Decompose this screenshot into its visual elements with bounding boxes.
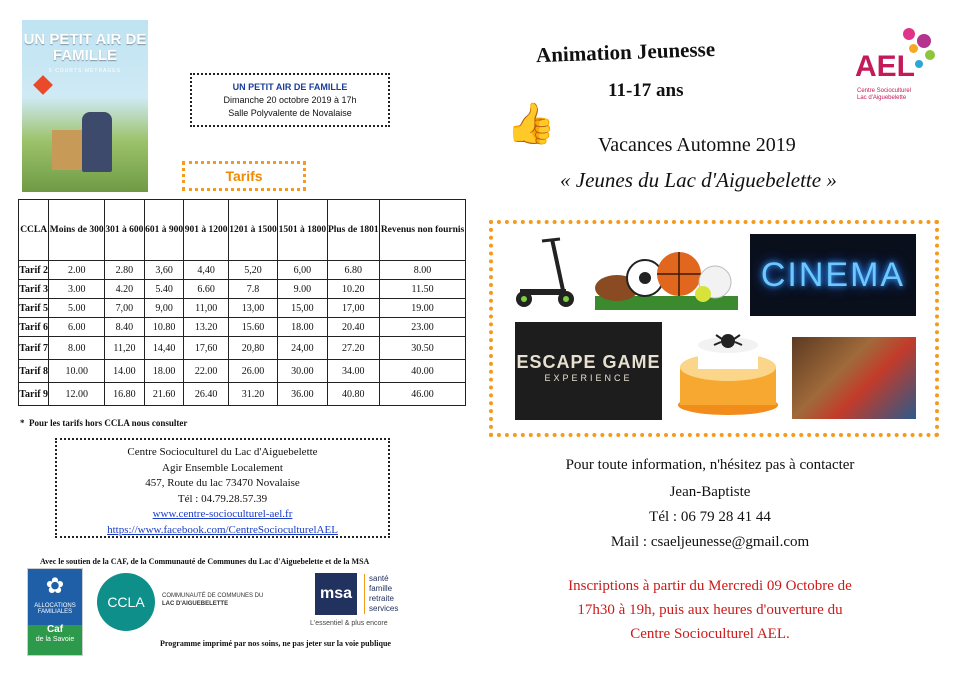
vacances-title: Vacances Automne 2019 <box>598 134 796 156</box>
tarif-price: 5.00 <box>49 299 105 318</box>
tarif-price: 30.00 <box>278 360 327 383</box>
tarif-price: 4.20 <box>105 280 145 299</box>
tarif-price: 24,00 <box>278 337 327 360</box>
hut-illustration <box>52 130 86 170</box>
tarif-price: 20.40 <box>327 318 380 337</box>
tarif-label: Tarif 5 <box>19 299 49 318</box>
ael-sub-2: Lac d'Aiguebelette <box>857 95 907 101</box>
ccla-text-1: COMMUNAUTÉ DE COMMUNES DU <box>162 593 264 599</box>
tarif-price: 17,00 <box>327 299 380 318</box>
contact-subtitle: Agir Ensemble Localement <box>162 461 283 474</box>
table-header-cell: CCLA <box>19 200 49 261</box>
tarif-price: 18.00 <box>144 360 184 383</box>
caf-region: de la Savoie <box>35 636 75 643</box>
ael-logo <box>855 28 937 101</box>
tarif-price: 2.00 <box>49 261 105 280</box>
ael-dot <box>925 50 935 60</box>
tarif-price: 18.00 <box>278 318 327 337</box>
tarif-price: 26.00 <box>228 360 277 383</box>
support-text: Avec le soutien de la CAF, de la Communauté de Communes du Lac d'Aiguebelette et de la MSA <box>40 557 370 566</box>
tarif-price: 13.20 <box>184 318 228 337</box>
tarif-price: 10.80 <box>144 318 184 337</box>
caf-logo <box>27 568 83 656</box>
tarif-price: 17,60 <box>184 337 228 360</box>
inscriptions-text <box>480 574 940 646</box>
tarif-price: 27.20 <box>327 337 380 360</box>
table-header-row <box>19 200 466 261</box>
msa-slogan: L'essentiel & plus encore <box>310 620 388 627</box>
tarif-price: 30.50 <box>380 337 466 360</box>
cinema-image: CINEMA <box>750 234 916 316</box>
tarif-price: 12.00 <box>49 383 105 406</box>
tarif-price: 23.00 <box>380 318 466 337</box>
ccla-logo: CCLA <box>97 573 155 631</box>
contact-box <box>55 438 390 538</box>
msa-line: santé <box>369 574 389 583</box>
tarif-price: 11.50 <box>380 280 466 299</box>
event-title: UN PETIT AIR DE FAMILLE <box>232 82 348 92</box>
tarif-price: 14,40 <box>144 337 184 360</box>
tarif-label: Tarif 6 <box>19 318 49 337</box>
escape-subtitle: EXPERIENCE <box>544 373 633 383</box>
tarif-price: 22.00 <box>184 360 228 383</box>
tarif-price: 8.00 <box>380 261 466 280</box>
ccla-text-2: LAC D'AIGUEBELETTE <box>162 601 229 607</box>
ccla-logo-text <box>162 592 263 608</box>
event-place: Salle Polyvalente de Novalaise <box>228 108 352 118</box>
contact-org: Centre Socioculturel du Lac d'Aiguebelette <box>127 446 318 458</box>
tarif-label: Tarif 9 <box>19 383 49 406</box>
msa-logo: msa <box>315 573 357 615</box>
table-header-cell: Revenus non fournis <box>380 200 466 261</box>
tarif-price: 11,00 <box>184 299 228 318</box>
table-header-cell: 1501 à 1800 <box>278 200 327 261</box>
caf-name: Caf <box>46 624 64 635</box>
table-row <box>19 318 466 337</box>
film-poster <box>22 20 148 192</box>
tarif-price: 16.80 <box>105 383 145 406</box>
event-box <box>190 73 390 127</box>
msa-line: famille <box>369 584 393 593</box>
poster-title: UN PETIT AIR DE FAMILLE <box>23 31 147 64</box>
tarif-price: 3,60 <box>144 261 184 280</box>
tarif-price: 40.80 <box>327 383 380 406</box>
ael-sub-1: Centre Socioculturel <box>857 88 912 94</box>
tarif-price: 6,00 <box>278 261 327 280</box>
tarif-price: 40.00 <box>380 360 466 383</box>
tarif-price: 10.00 <box>49 360 105 383</box>
tarifs-table <box>18 199 466 406</box>
event-date: Dimanche 20 octobre 2019 à 17h <box>223 95 357 105</box>
tarif-price: 2.80 <box>105 261 145 280</box>
tarif-price: 9,00 <box>144 299 184 318</box>
ael-dot <box>917 34 931 48</box>
tarif-price: 6.80 <box>327 261 380 280</box>
halloween-cake-image <box>676 327 780 417</box>
tarif-price: 26.40 <box>184 383 228 406</box>
inscriptions-line: Centre Socioculturel AEL. <box>630 626 790 642</box>
tarifs-note: * Pour les tarifs hors CCLA nous consulter <box>20 418 188 428</box>
tarif-price: 6.60 <box>184 280 228 299</box>
tarif-label: Tarif 3 <box>19 280 49 299</box>
ael-subtitle <box>857 88 911 102</box>
tarif-label: Tarif 8 <box>19 360 49 383</box>
table-row <box>19 337 466 360</box>
inscriptions-line: 17h30 à 19h, puis aux heures d'ouverture du <box>577 602 843 618</box>
info-line: Pour toute information, n'hésitez pas à contacter <box>565 457 855 473</box>
contact-phone-youth: Tél : 06 79 28 41 44 <box>649 509 771 525</box>
msa-logo-text <box>364 574 398 614</box>
tarif-price: 10.20 <box>327 280 380 299</box>
tarif-price: 5,20 <box>228 261 277 280</box>
tarif-price: 9.00 <box>278 280 327 299</box>
website-link[interactable]: www.centre-socioculturel-ael.fr <box>152 508 293 520</box>
sports-balls-image <box>595 248 738 310</box>
poster-subtitle: 5 COURTS-MÉTRAGES <box>49 68 121 74</box>
table-row <box>19 280 466 299</box>
msa-line: services <box>369 604 399 613</box>
tarif-price: 7,00 <box>105 299 145 318</box>
family-icon: ✿ <box>45 573 65 598</box>
tarif-price: 4,40 <box>184 261 228 280</box>
board-games-image <box>792 337 916 419</box>
facebook-link[interactable]: https://www.facebook.com/CentreSocioculturelAEL <box>107 523 338 536</box>
table-row <box>19 261 466 280</box>
tarif-price: 36.00 <box>278 383 327 406</box>
table-header-cell: 601 à 900 <box>144 200 184 261</box>
tarif-price: 14.00 <box>105 360 145 383</box>
tarif-price: 31.20 <box>228 383 277 406</box>
age-range: 11-17 ans <box>608 80 684 101</box>
ael-letters: AEL <box>855 50 915 83</box>
tarif-label: Tarif 7 <box>19 337 49 360</box>
ael-dot <box>915 60 923 68</box>
program-subtitle: « Jeunes du Lac d'Aiguebelette » <box>560 168 837 192</box>
tarifs-note-text: Pour les tarifs hors CCLA nous consulter <box>29 418 188 428</box>
msa-line: retraite <box>369 594 394 603</box>
printed-note: Programme imprimé par nos soins, ne pas jeter sur la voie publique <box>160 639 391 648</box>
caf-top <box>28 569 82 625</box>
main-title: Animation Jeunesse <box>535 36 716 68</box>
tarif-price: 46.00 <box>380 383 466 406</box>
caf-bottom <box>28 625 82 655</box>
tarif-price: 11,20 <box>105 337 145 360</box>
table-header-cell: 901 à 1200 <box>184 200 228 261</box>
tarif-price: 6.00 <box>49 318 105 337</box>
table-header-cell: 1201 à 1500 <box>228 200 277 261</box>
contact-mail: Mail : csaeljeunesse@gmail.com <box>610 534 810 550</box>
tarif-price: 13,00 <box>228 299 277 318</box>
tarif-price: 8.40 <box>105 318 145 337</box>
tarifs-heading: Tarifs <box>182 161 306 191</box>
tarif-price: 5.40 <box>144 280 184 299</box>
table-header-cell: 301 à 600 <box>105 200 145 261</box>
tarif-price: 19.00 <box>380 299 466 318</box>
tarif-price: 21.60 <box>144 383 184 406</box>
tarif-price: 15.60 <box>228 318 277 337</box>
contact-phone: Tél : 04.79.28.57.39 <box>177 492 268 505</box>
caf-top-text: ALLOCATIONS FAMILIALES <box>34 603 76 615</box>
thumbs-up-icon: 👍 <box>506 101 556 146</box>
table-row <box>19 383 466 406</box>
character-illustration <box>82 112 112 172</box>
inscriptions-line: Inscriptions à partir du Mercredi 09 Octobre de <box>568 578 852 594</box>
table-header-cell: Plus de 1801 <box>327 200 380 261</box>
table-row <box>19 360 466 383</box>
table-header-cell: Moins de 300 <box>49 200 105 261</box>
scooter-image <box>512 233 576 309</box>
tarif-price: 15,00 <box>278 299 327 318</box>
tarif-price: 3.00 <box>49 280 105 299</box>
contact-name: Jean-Baptiste <box>669 484 751 500</box>
kite-icon <box>33 75 53 95</box>
ael-dot <box>903 28 915 40</box>
contact-address: 457, Route du lac 73470 Novalaise <box>145 477 300 489</box>
tarif-label: Tarif 2 <box>19 261 49 280</box>
table-row <box>19 299 466 318</box>
tarif-price: 34.00 <box>327 360 380 383</box>
tarif-price: 8.00 <box>49 337 105 360</box>
tarif-price: 20,80 <box>228 337 277 360</box>
escape-title: ESCAPE GAME <box>516 352 661 372</box>
tarif-price: 7.8 <box>228 280 277 299</box>
escape-game-image <box>515 322 662 420</box>
